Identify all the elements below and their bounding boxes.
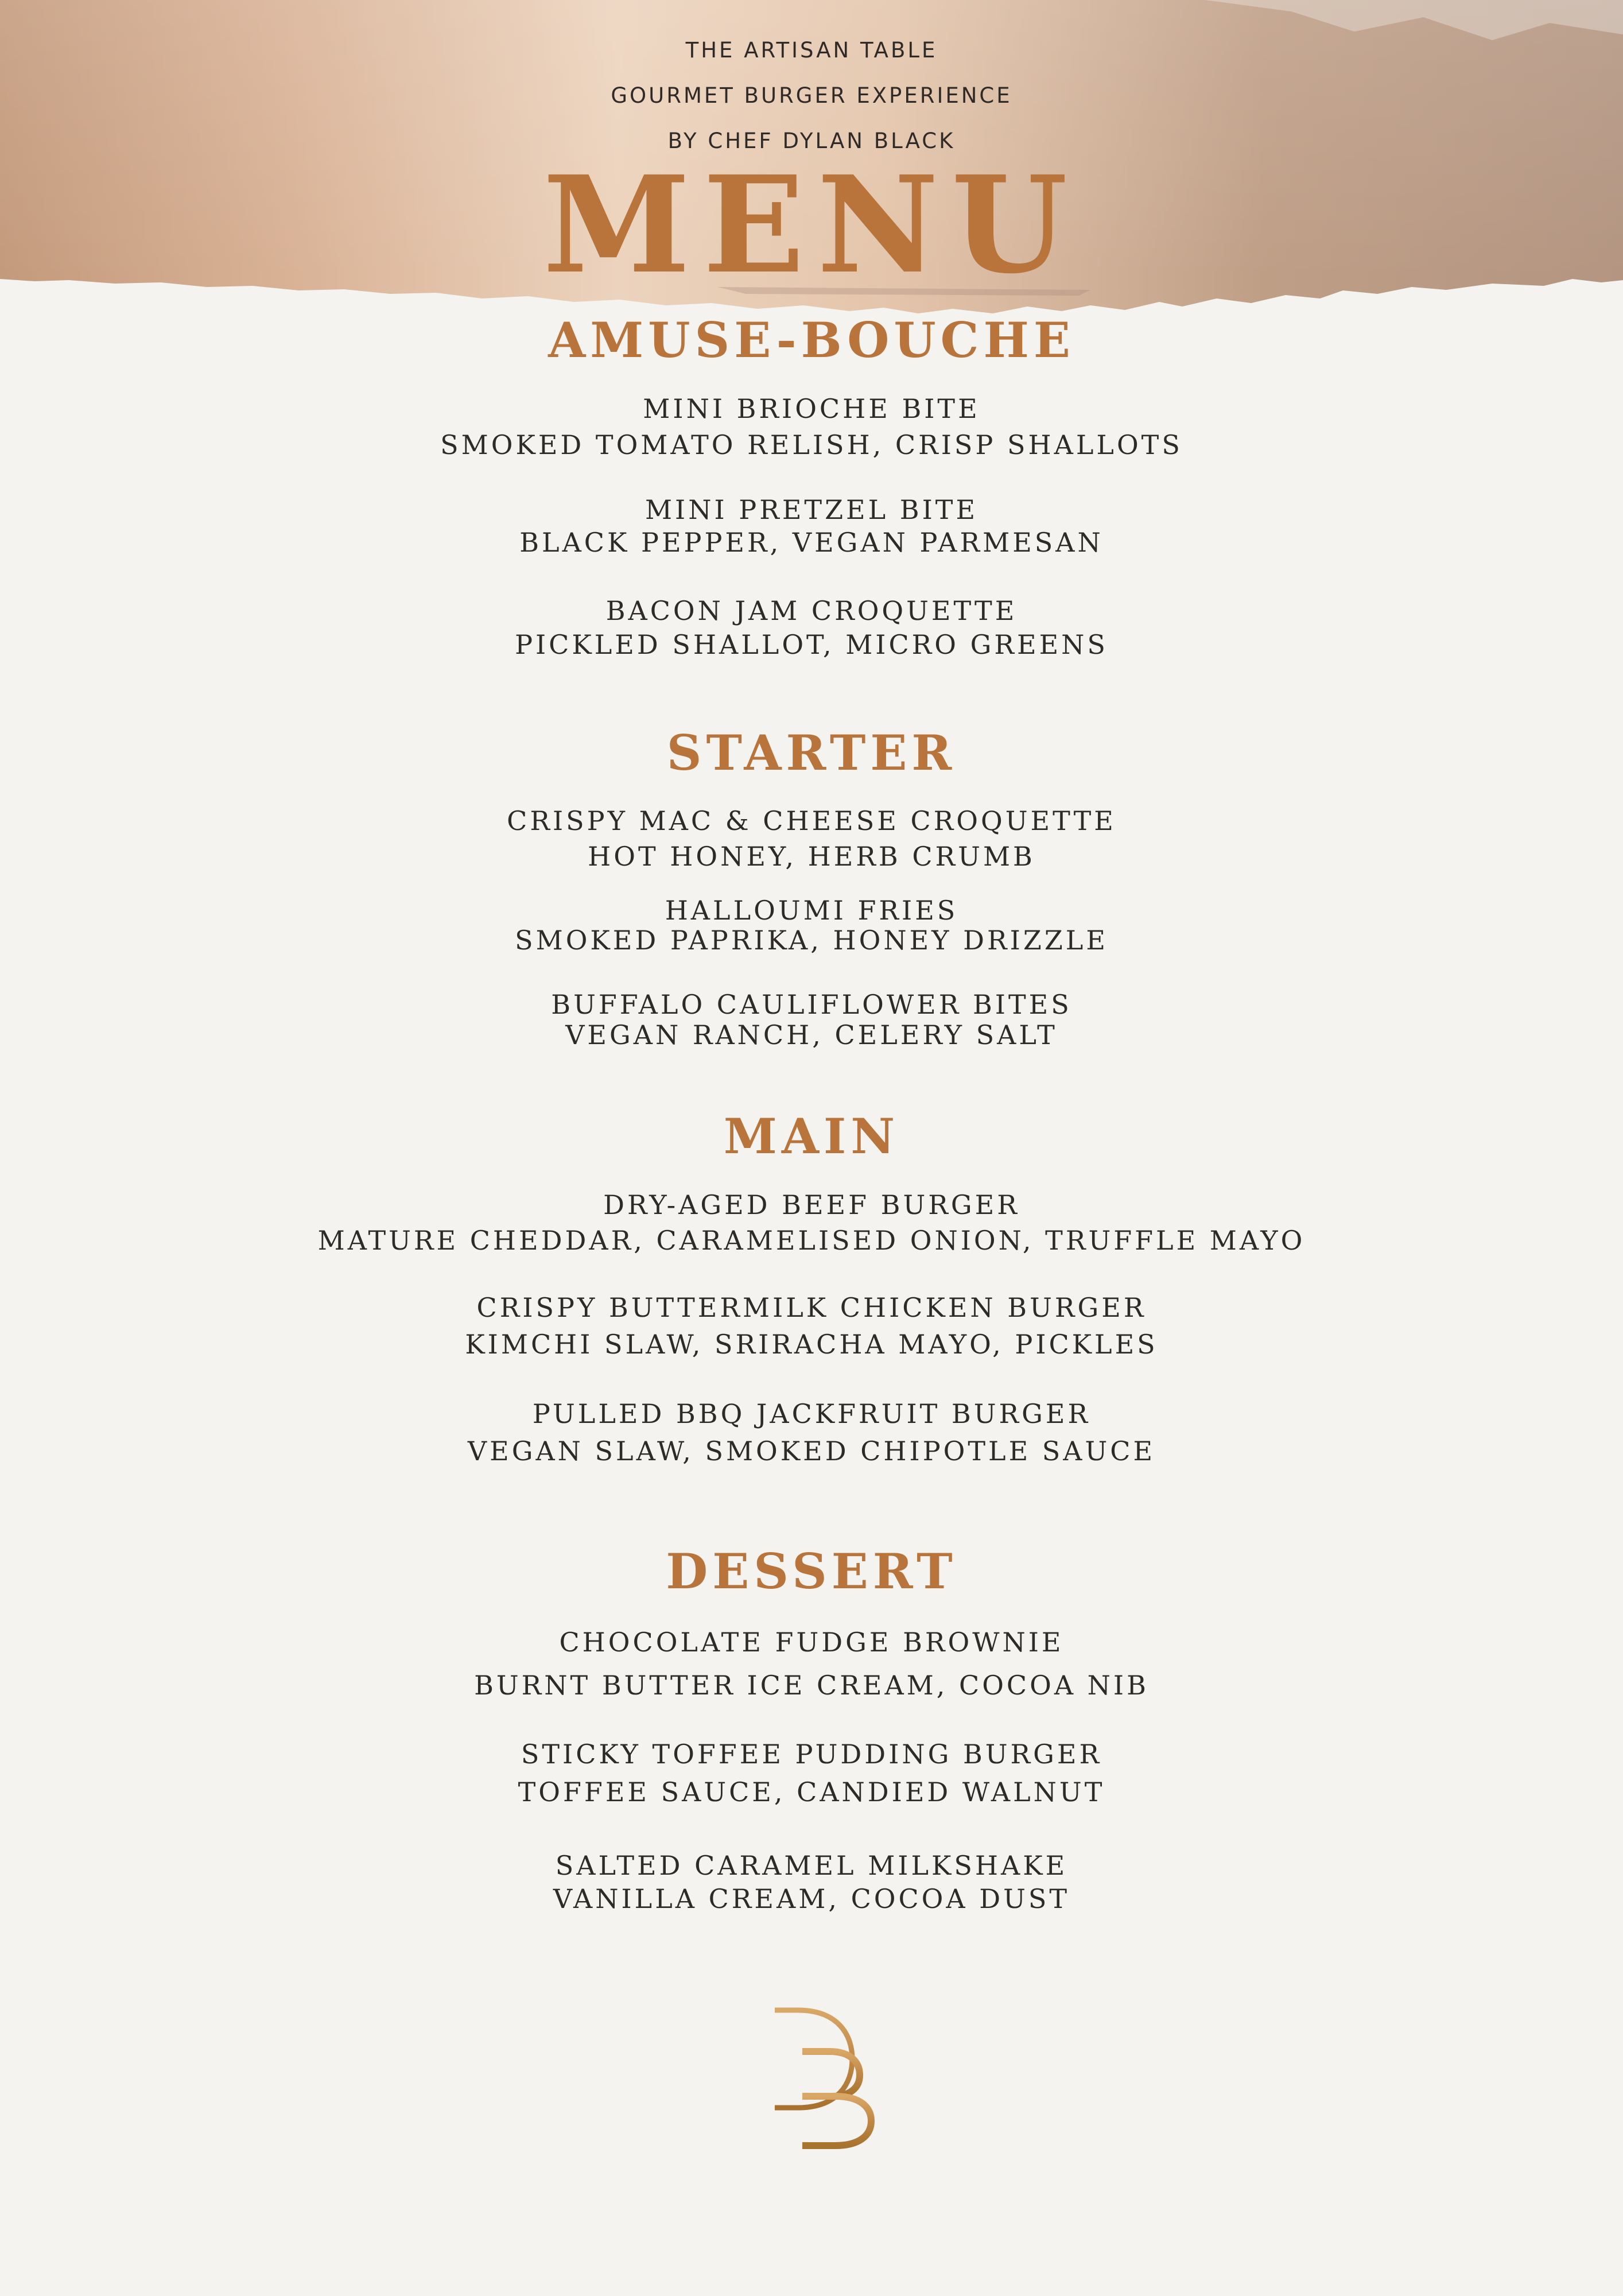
menu-item-name: BACON JAM CROQUETTE (605, 595, 1018, 626)
menu-item-desc: HOT HONEY, HERB CRUMB (588, 841, 1035, 872)
menu-item-desc: VEGAN RANCH, CELERY SALT (565, 1019, 1058, 1050)
menu-item-name: CRISPY MAC & CHEESE CROQUETTE (507, 805, 1116, 836)
menu-item-desc: PICKLED SHALLOT, MICRO GREENS (515, 629, 1108, 660)
section-title-dessert: DESSERT (666, 1543, 957, 1600)
menu-item-desc: MATURE CHEDDAR, CARAMELISED ONION, TRUFFLE MAYO (317, 1225, 1306, 1256)
menu-item-name: CHOCOLATE FUDGE BROWNIE (559, 1627, 1064, 1658)
section-title-amuse-bouche: AMUSE-BOUCHE (548, 312, 1075, 369)
menu-item-name: BUFFALO CAULIFLOWER BITES (551, 989, 1072, 1020)
menu-item-name: PULLED BBQ JACKFRUIT BURGER (532, 1398, 1091, 1429)
menu-item-name: STICKY TOFFEE PUDDING BURGER (521, 1739, 1102, 1770)
section-title-main: MAIN (723, 1108, 900, 1165)
menu-item-name: HALLOUMI FRIES (665, 895, 958, 926)
menu-item-name: MINI BRIOCHE BITE (643, 393, 980, 424)
menu-item-name: MINI PRETZEL BITE (644, 494, 979, 525)
experience-subtitle: GOURMET BURGER EXPERIENCE (611, 83, 1012, 108)
menu-item-desc: SMOKED PAPRIKA, HONEY DRIZZLE (515, 925, 1108, 956)
menu-item-name: DRY-AGED BEEF BURGER (603, 1189, 1020, 1220)
menu-item-desc: BLACK PEPPER, VEGAN PARMESAN (519, 527, 1104, 558)
db-monogram-icon (758, 2003, 884, 2152)
menu-item-desc: VEGAN SLAW, SMOKED CHIPOTLE SAUCE (467, 1436, 1156, 1467)
menu-title: MENU (542, 146, 1081, 303)
chef-credit: BY CHEF DYLAN BLACK (667, 129, 956, 153)
menu-item-desc: BURNT BUTTER ICE CREAM, COCOA NIB (474, 1670, 1149, 1701)
menu-item-desc: KIMCHI SLAW, SRIRACHA MAYO, PICKLES (465, 1329, 1158, 1360)
restaurant-name: THE ARTISAN TABLE (685, 38, 938, 63)
menu-item-desc: TOFFEE SAUCE, CANDIED WALNUT (518, 1777, 1105, 1808)
section-title-starter: STARTER (666, 724, 957, 781)
menu-item-desc: SMOKED TOMATO RELISH, CRISP SHALLOTS (440, 429, 1183, 460)
menu-item-name: CRISPY BUTTERMILK CHICKEN BURGER (476, 1292, 1147, 1323)
menu-item-name: SALTED CARAMEL MILKSHAKE (555, 1850, 1068, 1881)
menu-item-desc: VANILLA CREAM, COCOA DUST (553, 1883, 1070, 1914)
